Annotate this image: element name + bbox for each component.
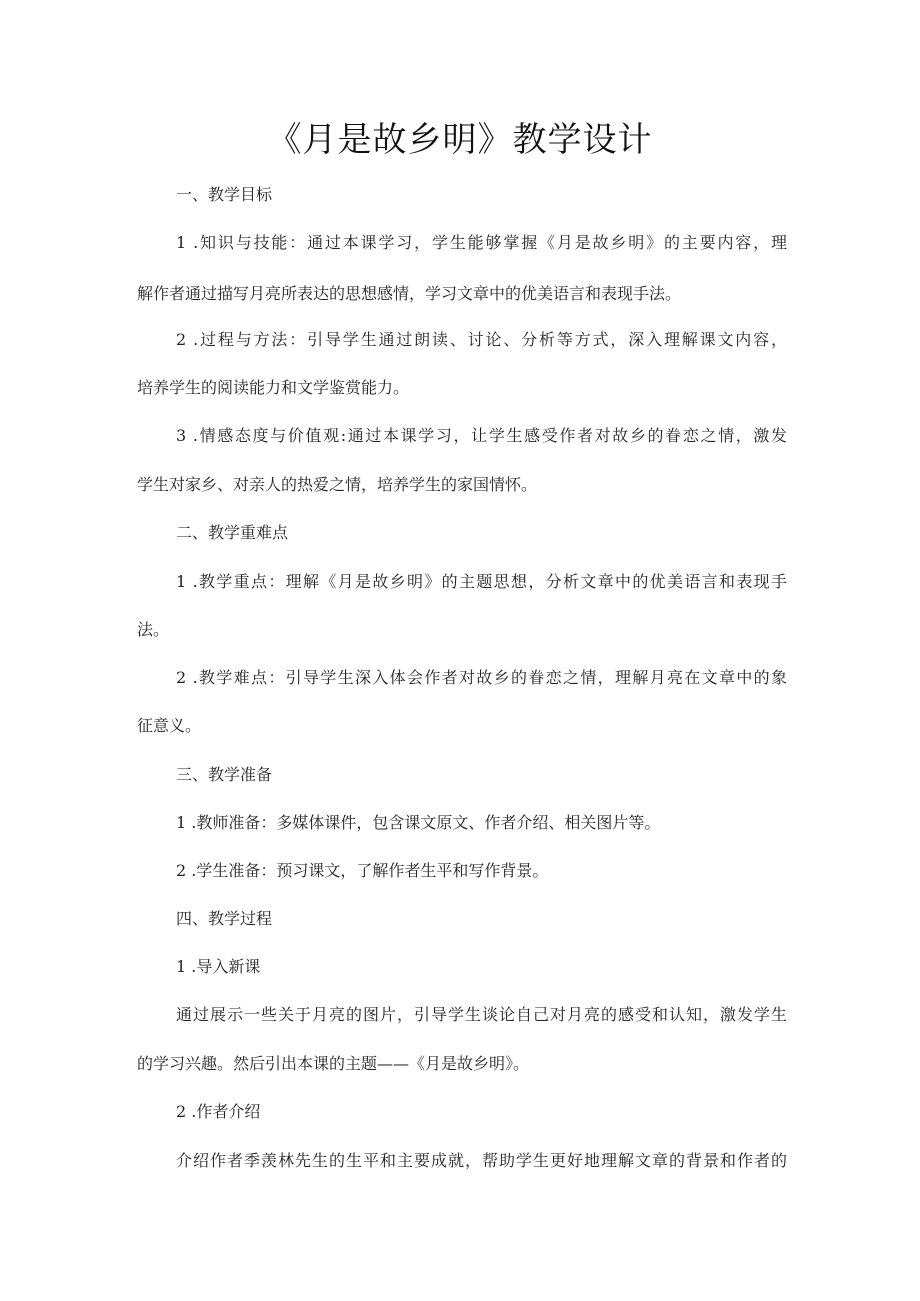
section-heading-key-points: 二、教学重难点	[176, 523, 289, 542]
paragraph-line: 培养学生的阅读能力和文学鉴赏能力。	[137, 378, 410, 397]
paragraph-line: 1 .教师准备：多媒体课件，包含课文原文、作者介绍、相关图片等。	[176, 813, 661, 832]
section-heading-process: 四、教学过程	[176, 909, 273, 928]
subsection-heading: 2 .作者介绍	[176, 1102, 261, 1121]
paragraph-line: 2 .学生准备：预习课文，了解作者生平和写作背景。	[176, 861, 549, 880]
paragraph-line: 1 .教学重点：理解《月是故乡明》的主题思想，分析文章中的优美语言和表现手	[176, 572, 787, 591]
paragraph-line: 3 .情感态度与价值观:通过本课学习，让学生感受作者对故乡的眷恋之情，激发	[176, 426, 787, 445]
paragraph-line: 2 .教学难点：引导学生深入体会作者对故乡的眷恋之情，理解月亮在文章中的象	[176, 668, 787, 687]
paragraph-line: 介绍作者季羡林先生的生平和主要成就，帮助学生更好地理解文章的背景和作者的	[176, 1151, 787, 1170]
paragraph-line: 的学习兴趣。然后引出本课的主题——《月是故乡明》。	[137, 1054, 530, 1073]
paragraph-line: 2 .过程与方法：引导学生通过朗读、讨论、分析等方式，深入理解课文内容，	[176, 330, 787, 349]
paragraph-line: 法。	[137, 620, 170, 639]
paragraph-line: 通过展示一些关于月亮的图片，引导学生谈论自己对月亮的感受和认知，激发学生	[176, 1005, 787, 1024]
paragraph-line: 学生对家乡、对亲人的热爱之情，培养学生的家国情怀。	[137, 475, 538, 494]
section-heading-preparation: 三、教学准备	[176, 765, 273, 784]
paragraph-line: 1 .知识与技能：通过本课学习，学生能够掌握《月是故乡明》的主要内容，理	[176, 233, 787, 252]
document-title: 《月是故乡明》教学设计	[267, 120, 653, 160]
section-heading-objectives: 一、教学目标	[176, 185, 273, 204]
paragraph-line: 解作者通过描写月亮所表达的思想感情，学习文章中的优美语言和表现手法。	[137, 284, 682, 303]
subsection-heading: 1 .导入新课	[176, 957, 261, 976]
paragraph-line: 征意义。	[137, 716, 202, 735]
